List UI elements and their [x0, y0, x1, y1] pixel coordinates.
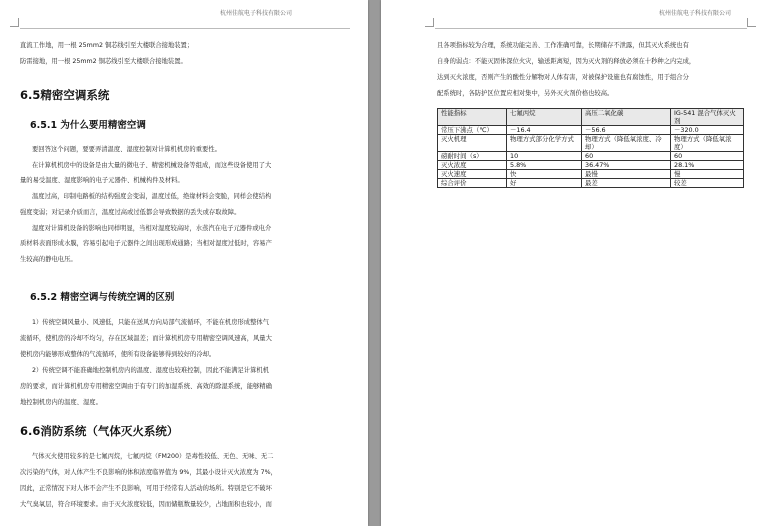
header-divider	[20, 28, 350, 29]
table-cell: 物理方式部分化学方式	[507, 135, 582, 152]
table-cell: 60	[671, 152, 744, 161]
header-divider	[435, 28, 747, 29]
table-header-cell: 七氟丙烷	[507, 109, 582, 126]
table-header-row	[438, 109, 744, 126]
paragraph-line: 配系统时，各防护区位置应相对集中，另外灭火剂价格也较高。	[437, 90, 614, 97]
table-row	[438, 179, 744, 188]
table-row	[438, 170, 744, 179]
table-cell: 灭火速度	[438, 170, 507, 179]
table-row	[438, 126, 744, 135]
table-cell: 灭火浓度	[438, 161, 507, 170]
paragraph-line: 1）传统空调风量小、风速低，只能在送风方向局部气流循环，不能在机房形成整体气	[32, 319, 269, 326]
paragraph-line: 防雷接地，用一根 25mm2 铜芯线引至大楼联合接地装置。	[20, 58, 187, 65]
table-cell: 较差	[671, 179, 744, 188]
table-cell: －320.0	[671, 126, 744, 135]
left-page	[0, 0, 368, 526]
table-cell: 常压下沸点（℃）	[438, 126, 507, 135]
paragraph-line: 生较高的静电电压。	[20, 256, 77, 263]
table-cell: 36.47%	[582, 161, 671, 170]
table-header-cell: IG-541 混合气体灭火剂	[671, 109, 744, 126]
page-header: 杭州佳航电子科技有限公司	[659, 10, 732, 17]
paragraph-line: 房的要求，而计算机机房专用精密空调由于有专门的加湿系统、高效的除湿系统，能够精确	[20, 383, 272, 390]
table-cell: 快	[507, 170, 582, 179]
table-cell: 物理方式（降低氧浓度）	[671, 135, 744, 152]
page-header: 杭州佳航电子科技有限公司	[220, 10, 293, 17]
corner-mark	[747, 18, 756, 27]
corner-mark	[425, 18, 434, 27]
paragraph-line: 湿度对计算机设备的影响也同样明显，当相对湿度较高时，水蒸汽在电子元器件或电介	[32, 225, 272, 232]
section-heading-6-5-2: 6.5.2 精密空调与传统空调的区别	[30, 292, 175, 303]
table-cell: －16.4	[507, 126, 582, 135]
table-cell: 综合评价	[438, 179, 507, 188]
paragraph-line: 气体灭火使用较多的是七氟丙烷，七氟丙烷（FM200）是毒性较低、无色、无味、无二	[32, 453, 274, 460]
paragraph-line: 量的易受温度、湿度影响的电子元器件、机械构件及材料。	[20, 177, 184, 184]
table-cell: 灭火机理	[438, 135, 507, 152]
paragraph-line: 自身的弱点：不能灭固体深位火灾，输送距离短，因为灭火剂的释放必须在十秒种之内完成，	[437, 58, 696, 65]
table-row	[438, 161, 744, 170]
corner-mark	[10, 18, 19, 27]
extinguishing-agent-comparison-table	[437, 108, 744, 188]
paragraph-line: 大气臭氧层，符合环境要求。由于灭火浓度较低，因而储瓶数量较少，占地面积也较小，而	[20, 501, 272, 508]
table-cell: 好	[507, 179, 582, 188]
paragraph-line: 使机房内能够形成整体的气流循环，使所有设备能够得到较好的冷却。	[20, 351, 216, 358]
paragraph-line: 温度过高，印制电路板的结构强度会变弱，温度过低，绝缘材料会变脆，同样会使结构	[32, 193, 272, 200]
paragraph-line: 流循环，使机房的冷却不均匀，存在区域温差；而计算机机房专用精密空调风速高，风量大	[20, 335, 272, 342]
paragraph-line: 2）传统空调不能准确地控制机房内的温度、湿度也较难控制，因此不能满足计算机机	[32, 367, 269, 374]
table-row	[438, 135, 744, 152]
paragraph-line: 且各项指标较为合理，系统功能完善、工作准确可靠，长期储存不泄露，但其灭火系统也有	[437, 42, 689, 49]
section-heading-6-5: 6.5精密空调系统	[20, 88, 110, 102]
paragraph-line: 次污染的气体，对人体产生不良影响的体积浓度临界值为 9%，其最小设计灭火浓度为 7%，	[20, 469, 277, 476]
table-cell: 最差	[582, 179, 671, 188]
table-cell: 28.1%	[671, 161, 744, 170]
right-page	[381, 0, 760, 526]
paragraph-line: 地控制机房内的温度、湿度。	[20, 399, 102, 406]
paragraph-line: 在计算机机房中的设备是由大量的微电子、精密机械设备等组成，而这些设备使用了大	[32, 162, 272, 169]
section-heading-6-6: 6.6消防系统（气体灭火系统）	[20, 424, 179, 438]
table-cell: －56.6	[582, 126, 671, 135]
table-cell: 最慢	[582, 170, 671, 179]
table-cell: 物理方式（降低氧浓度、冷却）	[582, 135, 671, 152]
paragraph-line: 因此，正常情况下对人体不会产生不良影响，可用于经常有人活动的场所。特别是它不破坏	[20, 485, 272, 492]
table-header-cell: 性能指标	[438, 109, 507, 126]
table-cell: 慢	[671, 170, 744, 179]
table-cell: 10	[507, 152, 582, 161]
section-heading-6-5-1: 6.5.1 为什么要用精密空调	[30, 120, 146, 131]
table-cell: 磅耐时间（s）	[438, 152, 507, 161]
paragraph-line: 直流工作地，用一根 25mm2 铜芯线引至大楼联合接地装置；	[20, 42, 194, 49]
paragraph-line: 质材料表面形成水膜，容易引起电子元器件之间出现形成通路；当相对湿度过低时，容易产	[20, 240, 272, 247]
paragraph-line: 要回答这个问题，要要弄清温度、湿度控制对计算机机房的重要性。	[32, 146, 221, 153]
table-row	[438, 152, 744, 161]
table-cell: 5.8%	[507, 161, 582, 170]
paragraph-line: 达到灭火浓度，否则产生的酸性分解物对人体有害，对被保护设施也有腐蚀性，用于组合分	[437, 74, 689, 81]
table-header-cell: 高压二氧化碳	[582, 109, 671, 126]
paragraph-line: 强度变弱；对记录介质而言，温度过高或过低都会导致数据的丢失或存取故障。	[20, 209, 241, 216]
table-cell: 60	[582, 152, 671, 161]
